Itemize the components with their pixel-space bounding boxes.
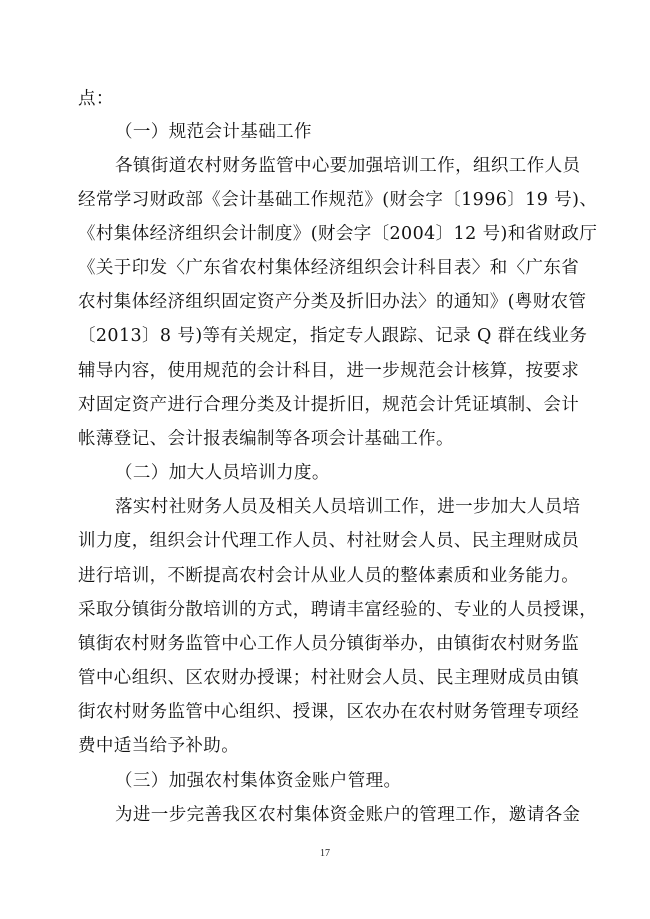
text-line: 点： <box>78 89 114 109</box>
section-heading: （三）加强农村集体资金账户管理。 <box>115 771 402 791</box>
text-line: 费中适当给予补助。 <box>78 736 240 756</box>
text-line: 帐薄登记、会计报表编制等各项会计基础工作。 <box>78 429 454 449</box>
text-line: 对固定资产进行合理分类及计提折旧，规范会计凭证填制、会计 <box>78 395 580 415</box>
text-line: 农村集体经济组织固定资产分类及折旧办法〉的通知》(粤财农管 <box>78 292 587 312</box>
text-line: 为进一步完善我区农村集体资金账户的管理工作，邀请各金 <box>115 805 581 825</box>
text-line: 进行培训，不断提高农村会计从业人员的整体素质和业务能力。 <box>78 566 580 586</box>
text-line: 街农村财务监管中心组织、授课，区农办在农村财务管理专项经 <box>78 702 580 722</box>
text-line: 落实村社财务人员及相关人员培训工作，进一步加大人员培 <box>115 497 581 517</box>
text-line: 采取分镇街分散培训的方式，聘请丰富经验的、专业的人员授课， <box>78 600 598 620</box>
text-line: 管中心组织、区农财办授课；村社财会人员、民主理财成员由镇 <box>78 668 580 688</box>
text-line: 镇街农村财务监管中心工作人员分镇街举办，由镇街农村财务监 <box>78 634 580 654</box>
text-line: 各镇街道农村财务监管中心要加强培训工作，组织工作人员 <box>115 156 581 176</box>
section-heading: （一）规范会计基础工作 <box>115 122 312 142</box>
text-line: 《村集体经济组织会计制度》(财会字〔2004〕12 号)和省财政厅 <box>78 224 598 244</box>
text-line: 《关于印发〈广东省农村集体经济组织会计科目表〉和〈广东省 <box>78 258 580 278</box>
page-number: 17 <box>320 848 330 859</box>
text-line: 训力度，组织会计代理工作人员、村社财会人员、民主理财成员 <box>78 531 580 551</box>
text-line: 辅导内容，使用规范的会计科目，进一步规范会计核算，按要求 <box>78 361 580 381</box>
section-heading: （二）加大人员培训力度。 <box>115 463 330 483</box>
text-line: 〔2013〕8 号)等有关规定，指定专人跟踪、记录 Q 群在线业务 <box>78 326 588 346</box>
text-line: 经常学习财政部《会计基础工作规范》(财会字〔1996〕19 号)、 <box>78 190 598 210</box>
